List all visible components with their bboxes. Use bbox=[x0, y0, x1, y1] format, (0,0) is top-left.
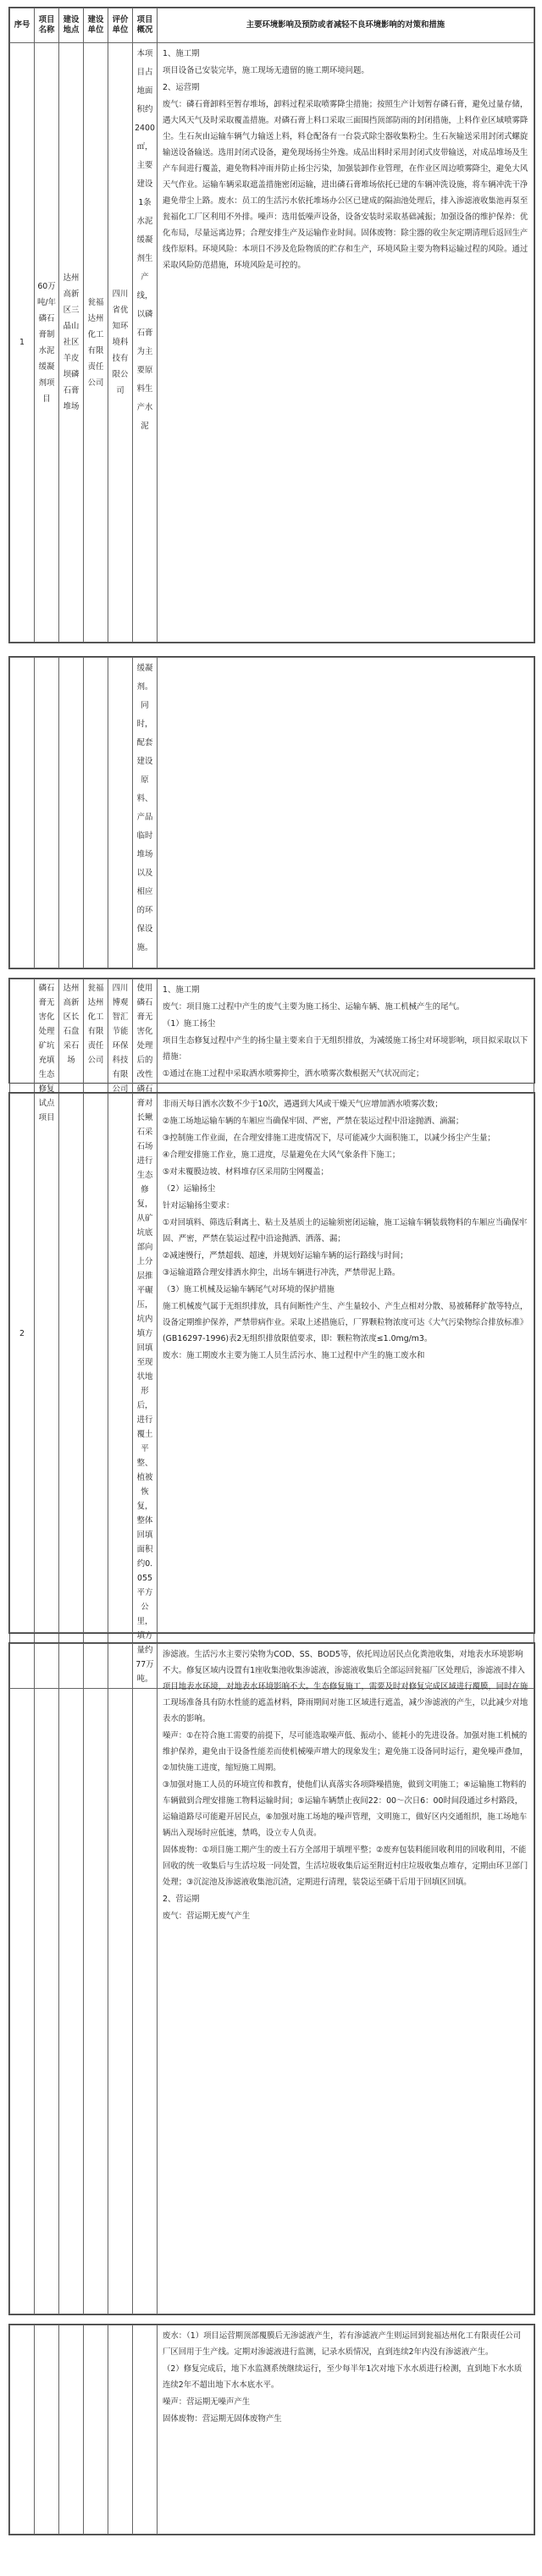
row-location: 达州高新区三晶山社区羊皮坝磷石膏堆场 bbox=[59, 43, 84, 643]
measure-paragraph: ①通过在施工过程中采取洒水喷雾抑尘，洒水喷雾次数根据天气状况而定； bbox=[163, 1069, 424, 1078]
measure-paragraph: ③控制施工作业面，在合理安排施工进度情况下，尽可能减少大面积施工，以减少扬尘产生量； bbox=[163, 1134, 495, 1143]
measure-paragraph: 2、运营期 bbox=[163, 83, 200, 92]
row-evaluator: 四川省优知环境科技有限公司 bbox=[108, 43, 133, 643]
row-overview: 使用磷石膏无害化处理后的改性磷石膏对长鳅石采石场进行生态修复，从矿坑底部向上分层推平碾压，坑内填方回填至现状地形后，进行覆土平整、植被恢复，整体回填面积约0.055平方公里，填方量约77万吨。 bbox=[133, 979, 158, 1689]
row-index: 2 bbox=[10, 979, 35, 1689]
measure-paragraph: ②施工场地运输车辆的车厢应当确保牢固、严密，严禁在装运过程中沿途抛洒、滴漏； bbox=[163, 1117, 464, 1126]
measure-paragraph: 1、施工期 bbox=[163, 49, 200, 58]
table-block-5 bbox=[8, 1642, 535, 2315]
measure-paragraph: 非雨天每日洒水次数不少于10次，遇遇到大风或干燥天气应增加洒水喷雾次数； bbox=[163, 1100, 443, 1109]
row-index: 1 bbox=[10, 43, 35, 643]
table-block-1 bbox=[8, 7, 535, 643]
row-builder: 瓮福达州化工有限责任公司 bbox=[84, 979, 108, 1689]
table-block-2 bbox=[8, 656, 535, 969]
header-index: 序号 bbox=[10, 8, 35, 43]
measure-paragraph: 固体废物：①项目施工期产生的废土石方全部用于填埋平整；②废弃包装料能回收利用的回收利用，不能回收的统一收集后与生活垃圾一同处置，生活垃圾收集后运至附近村庄垃圾收集点堆存，定期由环卫部门处理；③沉淀池及渗滤液收集池沉渣，定期进行清理，装袋运至磷干后用于回填区回填。 bbox=[163, 1845, 528, 1887]
measure-paragraph: ③运输道路合理安排洒水抑尘，出场车辆进行冲洗，严禁带泥上路。 bbox=[163, 1268, 401, 1277]
header-overview: 项目概况 bbox=[133, 8, 158, 43]
measure-paragraph: （2）修复完成后，地下水监测系统继续运行，至少每半年1次对地下水水质进行检测，直到地下水水质连续2年不超出地下水本底水平。 bbox=[163, 2364, 523, 2390]
row-measures-continued bbox=[158, 1644, 534, 2314]
measure-paragraph: ⑤对未覆膜边坡、材料堆存区采用防尘网覆盖； bbox=[163, 1167, 329, 1177]
measure-paragraph: ③加强对施工人员的环境宣传和教育，使他们认真落实各项降噪措施，做到文明施工；④运输施工物料的车辆做到合理安排施工物料运输时间；⑤运输车辆禁止夜间22：00～次日6：00时间段通过乡村路段，运输道路尽可能避开居民点，⑥加强对施工场地的噪声管理，文明施工，做好区内交通组织，施工场地车辆出入现场时应低速，禁鸣，设立专人负责。 bbox=[163, 1780, 528, 1838]
measure-paragraph: 废气：磷石膏卸料至暂存堆场，卸料过程采取喷雾降尘措施；按照生产计划暂存磷石膏，避免过量存储，遇大风天气及时采取覆盖措施。对磷石膏上料口采取三面围挡顶部防雨的封闭措施，上料作业区域喷雾降尘。生石灰由运输车辆气力输送上料，料仓配备有一台袋式除尘器收集粉尘。生石灰输送采用封闭式螺旋输送设备输送。选用封闭式设备，避免现场扬尘外逸。成品出料时采用封闭式皮带输送，对成品堆场及生产车间进行覆盖，避免物料冲雨并防止扬尘污染，加强装卸作业管理，在作业区周边喷雾降尘，避免大风天气作业。运输车辆采取遮盖措施密闭运输，进出磷石膏堆场依托已建的车辆冲洗设施，将车辆冲洗干净避免带尘上路。废水：员工的生活污水依托堆场办公区已建成的隔油池处理后，排入渗滤液收集池再泵至瓮福化工厂区利用不外排。噪声：选用低噪声设备，设备安装时采取基础减振；加强设备的维护保养：优化布局，尽量远离边界；合理安排生产及运输作业时间。固体废物：除尘器的收尘灰定期清理后返回生产线作原料。环境风险：本项目不涉及危险物质的贮存和生产，环境风险主要为物料运输过程的风险。通过采取风险防范措施，环境风险是可控的。 bbox=[163, 100, 528, 270]
measure-paragraph: （3）施工机械及运输车辆尾气对环境的保护措施 bbox=[163, 1285, 335, 1294]
header-builder: 建设单位 bbox=[84, 8, 108, 43]
table-row bbox=[10, 2325, 534, 2535]
table-row bbox=[10, 658, 534, 968]
measure-paragraph: 固体废物：营运期无固体废物产生 bbox=[163, 2414, 282, 2424]
measure-paragraph: 废水：施工期废水主要为施工人员生活污水、施工过程中产生的施工废水和 bbox=[163, 1351, 425, 1360]
table-header bbox=[10, 8, 534, 43]
row-measures bbox=[158, 43, 534, 643]
table-row bbox=[10, 43, 534, 643]
table-row bbox=[10, 1644, 534, 2314]
measure-paragraph: 1、施工期 bbox=[163, 985, 200, 995]
row-overview: 本项目占地面积约2400㎡，主要建设1条水泥缓凝剂生产线，以磷石膏为主要原料生产水泥 bbox=[133, 43, 158, 643]
measure-paragraph: 废气：营运期无废气产生 bbox=[163, 1911, 251, 1921]
row-project: 60万吨/年磷石膏制水泥缓凝剂项目 bbox=[35, 43, 59, 643]
measure-paragraph: 噪声：营运期无噪声产生 bbox=[163, 2397, 251, 2407]
measure-paragraph: 项目生态修复过程中产生的扬尘量主要来自于无组织排放，为减缓施工扬尘对环境影响，项目拟采取以下措施： bbox=[163, 1036, 528, 1062]
table-row bbox=[10, 1094, 534, 1633]
row-measures-continued bbox=[158, 1094, 534, 1633]
row-project: 磷石膏无害化处理矿坑充填生态修复试点项目 bbox=[35, 979, 59, 1689]
header-evaluator: 评价单位 bbox=[108, 8, 133, 43]
measure-paragraph: ②减速慢行，严禁超载、超速，并规划好运输车辆的运行路线与时间； bbox=[163, 1251, 408, 1260]
measure-paragraph: （2）运输扬尘 bbox=[163, 1184, 216, 1194]
measure-paragraph: ④合理安排施工作业，施工进度，尽量避免在大风气象条件下施工； bbox=[163, 1150, 401, 1160]
measure-paragraph: 废气：项目施工过程中产生的废气主要为施工扬尘、运输车辆、施工机械产生的尾气。 bbox=[163, 1002, 465, 1012]
measure-paragraph: 噪声：①在符合施工需要的前提下，尽可能选取噪声低、振动小、能耗小的先进设备。加强对施工机械的维护保养，避免由于设备性能差而使机械噪声增大的现象发生；避免施工设备同时运行，避免噪声叠加，②加快施工进度，缩短施工周期。 bbox=[163, 1731, 528, 1773]
header-location: 建设地点 bbox=[59, 8, 84, 43]
measure-paragraph: 废水：（1）项目运营期顶部覆膜后无渗滤液产生，若有渗滤液产生则运回到瓮福达州化工有限责任公司厂区回用于生产线。定期对渗滤液进行监测，记录水质情况，直到连续2年内没有渗滤液产生。 bbox=[163, 2331, 522, 2357]
measure-paragraph: （1）施工扬尘 bbox=[163, 1019, 216, 1029]
row-evaluator: 四川博观智汇节能环保科技有限公司 bbox=[108, 979, 133, 1689]
row-measures-continued bbox=[158, 2325, 534, 2535]
measure-paragraph: 针对运输扬尘要求： bbox=[163, 1201, 235, 1211]
header-measures: 主要环境影响及预防或者减轻不良环境影响的对策和措施 bbox=[158, 8, 534, 43]
measure-paragraph: 渗滤液。生活污水主要污染物为COD、SS、BOD5等，依托周边居民点化粪池收集，对地表水环境影响不大。修复区域内设置有1座收集池收集渗滤液，渗滤液收集后全部运回瓮福厂区处理后，渗滤液不排入项目地表水环境，对地表水环境影响不大。生态修复施工，需要及时对修复完成区域进行覆膜，同时在施工现场准备具有防水性能的遮盖材料，降雨期间对施工区域进行遮盖，减少渗滤液的产生，以此减少对地表水的影响。 bbox=[163, 1650, 528, 1724]
measure-paragraph: ①对回填料、筛选后剩离土、粘土及基质土的运输须密闭运输，施工运输车辆装载物料的车厢应当确保牢固、严密，严禁在装运过程中沿途抛洒、洒落、漏； bbox=[163, 1218, 528, 1244]
row-builder: 瓮福达州化工有限责任公司 bbox=[84, 43, 108, 643]
header-project: 项目名称 bbox=[35, 8, 59, 43]
row-location: 达州高新区长石盘采石场 bbox=[59, 979, 84, 1689]
table-block-4 bbox=[8, 1092, 535, 1634]
measure-paragraph: 项目设备已安装完毕，施工现场无遗留的施工期环境问题。 bbox=[163, 66, 369, 75]
row-overview-continued: 缓凝剂。同时，配套建设原料、产品临时堆场以及相应的环保设施。 bbox=[133, 658, 158, 968]
measure-paragraph: 施工机械废气属于无组织排放，具有间断性产生、产生量较小、产生点相对分散、易被稀释扩散等特点，设备定期维护保养，严禁带病作业。采取上述措施后，厂界颗粒物浓度可达《大气污染物综合排放标准》(GB16297-1996)表2无组织排放限值要求，即：颗粒物浓度≤1.0mg/m3。 bbox=[163, 1302, 528, 1343]
measure-paragraph: 2、营运期 bbox=[163, 1895, 200, 1904]
table-block-6 bbox=[8, 2324, 535, 2535]
